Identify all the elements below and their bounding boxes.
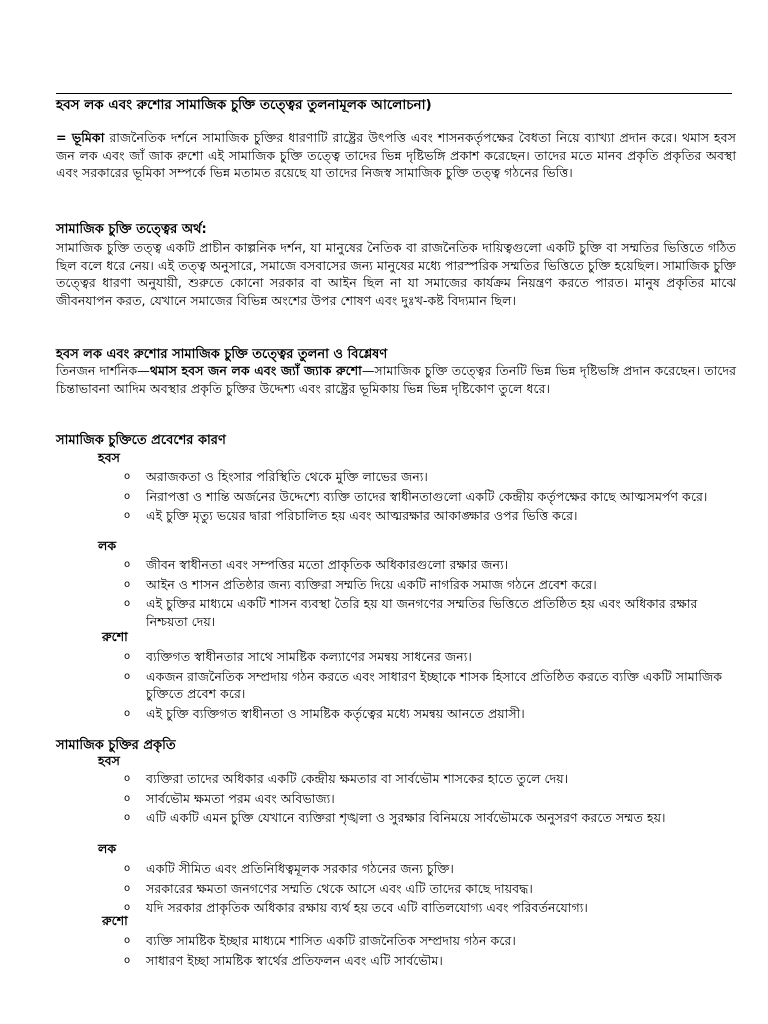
bullet-marker: o — [124, 559, 131, 570]
list-item: o সাধারণ ইচ্ছা সামষ্টিক স্বার্থের প্রতিফলন এবং এটি সার্বভৌম। — [124, 952, 443, 968]
comparison-text: —সামাজিক চুক্তি তত্ত্বের তিনটি ভিন্ন ভিন্ন দৃষ্টিভঙ্গি প্রদান করেছেন। তাদের চিন্তাভাবনা আদিম অবস্থার প্রকৃতি চুক্তির উদ্দেশ্য এবং রাষ্ট্রের ভূমিকায় ভিন্ন ভিন্ন দৃষ্টিকোণ তুলে ধরে। — [56, 363, 736, 396]
nature-locke-list — [124, 860, 734, 919]
list-item: o একজন রাজনৈতিক সম্প্রদায় গঠন করতে এবং সাধারণ ইচ্ছাকে শাসক হিসাবে প্রতিষ্ঠিত করতে ব্যক্তি একটি সামাজিক চুক্তিতে প্রবেশ করে। — [124, 668, 723, 702]
reasons-hobbes-label: হবস — [98, 450, 120, 465]
bullet-marker: o — [124, 882, 131, 894]
list-item: o ব্যক্তিরা তাদের অধিকার একটি কেন্দ্রীয় ক্ষমতার বা সার্বভৌম শাসকের হাতে তুলে দেয়। — [124, 771, 569, 786]
reasons-rousseau-label: রুশো — [102, 629, 128, 644]
bullet-marker: o — [124, 598, 131, 610]
list-item: o জীবন স্বাধীনতা এবং সম্পত্তির মতো প্রাকৃতিক অধিকারগুলো রক্ষার জন্য। — [124, 557, 509, 572]
comparison-paragraph — [56, 362, 736, 397]
bullet-marker: o — [124, 954, 131, 966]
reasons-locke-label: লক — [98, 538, 117, 553]
nature-heading: সামাজিক চুক্তির প্রকৃতি — [56, 738, 176, 753]
bullet-marker: o — [124, 792, 131, 804]
list-item: o নিরাপত্তা ও শান্তি অর্জনের উদ্দেশ্যে ব্যক্তি তাদের স্বাধীনতাগুলো একটি কেন্দ্রীয় কর্তৃপক্ষের কাছে আত্মসমর্পণ করে। — [124, 488, 708, 504]
bullet-marker: o — [124, 812, 131, 824]
nature-rousseau-label: রুশো — [102, 913, 128, 928]
nature-hobbes-label: হবস — [98, 753, 120, 768]
intro-prefix: = ভূমিকা — [56, 130, 105, 145]
bullet-marker: o — [124, 490, 131, 502]
reasons-locke-list — [124, 556, 734, 632]
nature-locke-label: লক — [98, 841, 117, 856]
list-item: o এই চুক্তি ব্যক্তিগত স্বাধীনতা ও সামষ্টিক কর্তৃত্বের মধ্যে সমন্বয় আনতে প্রয়াসী। — [124, 705, 525, 721]
bullet-marker: o — [124, 707, 131, 719]
bullet-marker: o — [124, 863, 131, 874]
intro-text: রাজনৈতিক দর্শনে সামাজিক চুক্তির ধারণাটি রাষ্ট্রের উৎপত্তি এবং শাসনকর্তৃপক্ষের বৈধতা নিয়ে ব্যাখ্যা প্রদান করে। থমাস হবস জন লক এবং জাঁ জাক রুশো এই সামাজিক চুক্তি তত্ত্বে তাদের ভিন্ন দৃষ্টিভঙ্গি প্রকাশ করেছেন। তাদের মতে মানব প্রকৃতি প্রকৃতির অবস্থা এবং সরকারের ভূমিকা সম্পর্কে ভিন্ন মতামত রয়েছে যা তাদের নিজস্ব সামাজিক চুক্তি তত্ত্ব গঠনের ভিত্তি। — [56, 130, 736, 181]
list-item: o একটি সীমিত এবং প্রতিনিধিত্বমূলক সরকার গঠনের জন্য চুক্তি। — [124, 861, 454, 876]
nature-rousseau-list — [124, 932, 734, 971]
list-item: o সরকারের ক্ষমতা জনগণের সম্মতি থেকে আসে এবং এটি তাদের কাছে দায়বদ্ধ। — [124, 880, 533, 896]
bullet-marker: o — [124, 651, 131, 662]
reasons-rousseau-list — [124, 648, 734, 724]
list-item: o ব্যক্তিগত স্বাধীনতার সাথে সামষ্টিক কল্যাণের সমন্বয় সাধনের জন্য। — [124, 649, 472, 664]
reasons-hobbes-list — [124, 468, 734, 527]
bullet-marker: o — [124, 935, 131, 946]
document-title: হবস লক এবং রুশোর সামাজিক চুক্তি তত্ত্বের তুলনামূলক আলোচনা) — [56, 97, 432, 113]
comparison-heading: হবস লক এবং রুশোর সামাজিক চুক্তি তত্ত্বের তুলনা ও বিশ্লেষণ — [56, 347, 388, 362]
list-item: o ব্যক্তি সামষ্টিক ইচ্ছার মাধ্যমে শাসিত একটি রাজনৈতিক সম্প্রদায় গঠন করে। — [124, 933, 516, 948]
bullet-marker: o — [124, 670, 131, 682]
list-item: o এই চুক্তি মৃত্যু ভয়ের দ্বারা পরিচালিত হয় এবং আত্মরক্ষার আকাঙ্ক্ষার ওপর ভিত্তি করে। — [124, 508, 578, 524]
reasons-heading: সামাজিক চুক্তিতে প্রবেশের কারণ — [56, 433, 226, 448]
list-item: o আইন ও শাসন প্রতিষ্ঠার জন্য ব্যক্তিরা সম্মতি দিয়ে একটি নাগরিক সমাজ গঠনে প্রবেশ করে। — [124, 576, 597, 592]
bullet-marker: o — [124, 902, 131, 914]
list-item: o এই চুক্তির মাধ্যমে একটি শাসন ব্যবস্থা তৈরি হয় যা জনগণের সম্মতির ভিত্তিতে প্রতিষ্ঠিত হয় এবং অধিকার রক্ষার নিশ্চয়তা দেয়। — [124, 596, 698, 629]
bullet-marker: o — [124, 578, 131, 590]
bullet-marker: o — [124, 773, 131, 784]
bullet-marker: o — [124, 510, 131, 522]
list-item: o যদি সরকার প্রাকৃতিক অধিকার রক্ষায় ব্যর্থ হয় তবে এটি বাতিলযোগ্য এবং পরিবর্তনযোগ্য। — [124, 900, 588, 916]
meaning-heading: সামাজিক চুক্তি তত্ত্বের অর্থ: — [56, 222, 207, 237]
nature-hobbes-list — [124, 770, 734, 829]
comparison-lead: তিনজন দার্শনিক— — [56, 363, 150, 378]
list-item: o অরাজকতা ও হিংসার পরিস্থিতি থেকে মুক্তি লাভের জন্য। — [124, 469, 428, 484]
meaning-paragraph: সামাজিক চুক্তি তত্ত্ব একটি প্রাচীন কাল্পনিক দর্শন, যা মানুষের নৈতিক বা রাজনৈতিক দায়িত্বগুলো একটি চুক্তি বা সম্মতির ভিত্তিতে গঠিত ছিল বলে ধরে নেয়। এই তত্ত্ব অনুসারে, সমাজে বসবাসের জন্য মানুষের মধ্যে পারস্পরিক সম্মতির ভিত্তিতে চুক্তি হয়েছিল। সামাজিক চুক্তি তত্ত্বের ধারণা অনুযায়ী, শুরুতে কোনো সরকার বা আইন ছিল না যা সমাজের কার্যক্রম নিয়ন্ত্রণ করতে পারত। মানুষ প্রকৃতির মাঝে জীবনযাপন করত, যেখানে সমাজের বিভিন্ন অংশের উপর শোষণ এবং দুঃখ-কষ্ট বিদ্যমান ছিল। — [56, 240, 736, 308]
title-rule — [56, 93, 732, 94]
list-item: o সার্বভৌম ক্ষমতা পরম এবং অবিভাজ্য। — [124, 790, 335, 806]
comparison-names: থমাস হবস জন লক এবং জ্যাঁ জ্যাক রুশো — [149, 363, 362, 378]
list-item: o এটি একটি এমন চুক্তি যেখানে ব্যক্তিরা শৃঙ্খলা ও সুরক্ষার বিনিময়ে সার্বভৌমকে অনুসরণ করতে সম্মত হয়। — [124, 810, 666, 826]
intro-paragraph — [56, 129, 736, 182]
bullet-marker: o — [124, 471, 131, 482]
